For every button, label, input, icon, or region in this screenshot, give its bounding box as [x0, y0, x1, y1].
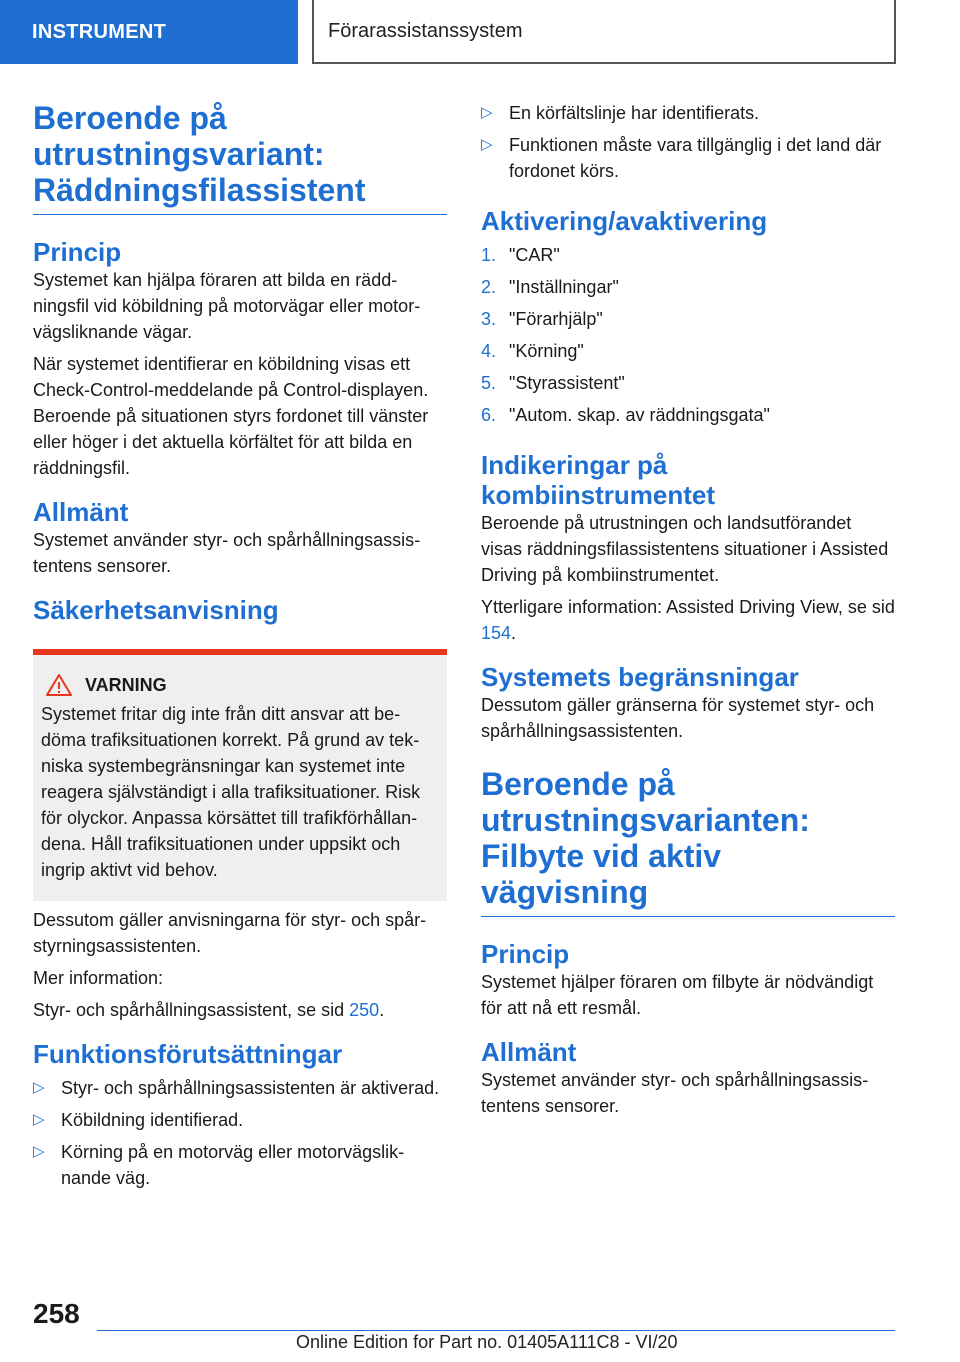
indikeringar-ref-end: . [511, 623, 517, 643]
page-number: 258 [33, 1298, 80, 1329]
triangle-bullet-icon: ▷ [33, 1111, 45, 1128]
step-number: 6. [481, 405, 497, 425]
heading-sakerhetsanvisning: Säkerhetsanvisning [33, 595, 279, 625]
warning-triangle-icon [45, 673, 73, 697]
section-heading-raddningsfil: Beroende på utrustningsvariant: Räddningsfilassistent [33, 100, 447, 215]
heading-aktivering: Aktivering/avaktivering [481, 206, 768, 236]
after-warning-paragraph: Dessutom gäller anvisningarna för styr- och spårstyrningsassistenten. [33, 910, 427, 956]
princip-paragraph-2: När systemet identifierar en köbildning visas ett Check-Control-meddelande på Control-displayen. Beroende på situationen styrs fordonet till vänster eller höger i det aktuella körfältet för att bilda en räddningsfil. [33, 354, 429, 478]
step-item [481, 370, 895, 396]
warning-text: Systemet fritar dig inte från ditt ansvar att bedöma trafiksituationen korrekt. På grund av tekniska systembegränsningar kan systemet inte reagera självständigt i alla trafiksituationer. Risk för olyckor. Anpassa körsättet till trafikförhållandena. Håll trafiksituationen under uppsikt och ingrip aktivt vid behov. [41, 704, 421, 880]
reference-end: . [379, 1000, 385, 1020]
step-item [481, 306, 895, 332]
chapter-header [312, 0, 896, 64]
list-item [33, 1107, 447, 1133]
step-item [481, 242, 895, 268]
list-item [481, 132, 895, 184]
heading-begransningar: Systemets begränsningar [481, 662, 799, 692]
footer-divider [97, 1330, 895, 1331]
indikeringar-ref-text: Ytterligare information: Assisted Driving View, se sid [481, 597, 895, 617]
list-item-text: En körfältslinje har identifierats. [509, 103, 760, 123]
step-text: "Autom. skap. av räddningsgata" [509, 405, 770, 425]
step-text: "Inställningar" [509, 277, 619, 297]
left-column [33, 100, 447, 1197]
section-heading-filbyte: Beroende på utrustningsvarianten: Filbyte vid aktiv vägvisning [481, 766, 895, 917]
allmant-paragraph-filbyte: Systemet använder styr- och spårhållningsassistentens sensorer. [481, 1070, 869, 1116]
list-item [33, 1139, 447, 1191]
step-number: 1. [481, 245, 497, 265]
list-item-text: Styr- och spårhållningsassistenten är aktiverad. [61, 1078, 440, 1098]
heading-allmant: Allmänt [33, 497, 129, 527]
princip-paragraph-filbyte: Systemet hjälper föraren om filbyte är nödvändigt för att nå ett resmål. [481, 972, 874, 1018]
triangle-bullet-icon: ▷ [33, 1079, 45, 1096]
heading-princip-2: Princip [481, 939, 570, 969]
list-item-text: Funktionen måste vara tillgänglig i det land där fordonet körs. [509, 135, 882, 181]
step-number: 3. [481, 309, 497, 329]
triangle-bullet-icon: ▷ [481, 136, 493, 153]
page-link-154[interactable]: 154 [481, 623, 512, 643]
list-item-text: Körning på en motorväg eller motorvägsliknande väg. [61, 1142, 405, 1188]
step-text: "Förarhjälp" [509, 309, 603, 329]
step-number: 2. [481, 277, 497, 297]
chapter-title: Förarassistanssystem [328, 19, 523, 42]
section-tab-label: INSTRUMENT [32, 20, 167, 43]
reference-paragraph [33, 997, 447, 1023]
list-item [481, 100, 895, 126]
princip-paragraph-1: Systemet kan hjälpa föraren att bilda en räddningsfil vid köbildning på motorvägar eller motorvägsliknande vägar. [33, 270, 421, 342]
triangle-bullet-icon: ▷ [33, 1143, 45, 1160]
warning-header [45, 673, 439, 697]
heading-funktionsforutsattningar: Funktionsförutsättningar [33, 1039, 343, 1069]
indikeringar-paragraph-2 [481, 594, 895, 646]
allmant-paragraph: Systemet använder styr- och spårhållningsassistentens sensorer. [33, 530, 421, 576]
step-text: "CAR" [509, 245, 560, 265]
step-text: "Körning" [509, 341, 584, 361]
step-number: 4. [481, 341, 497, 361]
heading-allmant-2: Allmänt [481, 1037, 577, 1067]
footer-edition: Online Edition for Part no. 01405A111C8 - VI/20 [296, 1332, 678, 1352]
right-column [481, 100, 895, 1119]
step-number: 5. [481, 373, 497, 393]
section-tab [0, 0, 298, 64]
begransningar-paragraph: Dessutom gäller gränserna för systemet styr- och spårhållningsassistenten. [481, 695, 875, 741]
step-text: "Styrassistent" [509, 373, 625, 393]
indikeringar-paragraph-1: Beroende på utrustningen och landsutförandet visas räddningsfilassistentens situationer i Assisted Driving på kombiinstrumentet. [481, 513, 889, 585]
heading-princip: Princip [33, 237, 122, 267]
more-info-label: Mer information: [33, 968, 164, 988]
page-link-250[interactable]: 250 [349, 1000, 380, 1020]
triangle-bullet-icon: ▷ [481, 104, 493, 121]
step-item [481, 274, 895, 300]
list-item-text: Köbildning identifierad. [61, 1110, 244, 1130]
step-item [481, 402, 895, 428]
list-item [33, 1075, 447, 1101]
warning-label: VARNING [85, 674, 167, 695]
step-item [481, 338, 895, 364]
heading-indikeringar: Indikeringar på kombiinstrumentet [481, 450, 716, 510]
warning-box [33, 649, 447, 901]
reference-text: Styr- och spårhållningsassistent, se sid [33, 1000, 350, 1020]
